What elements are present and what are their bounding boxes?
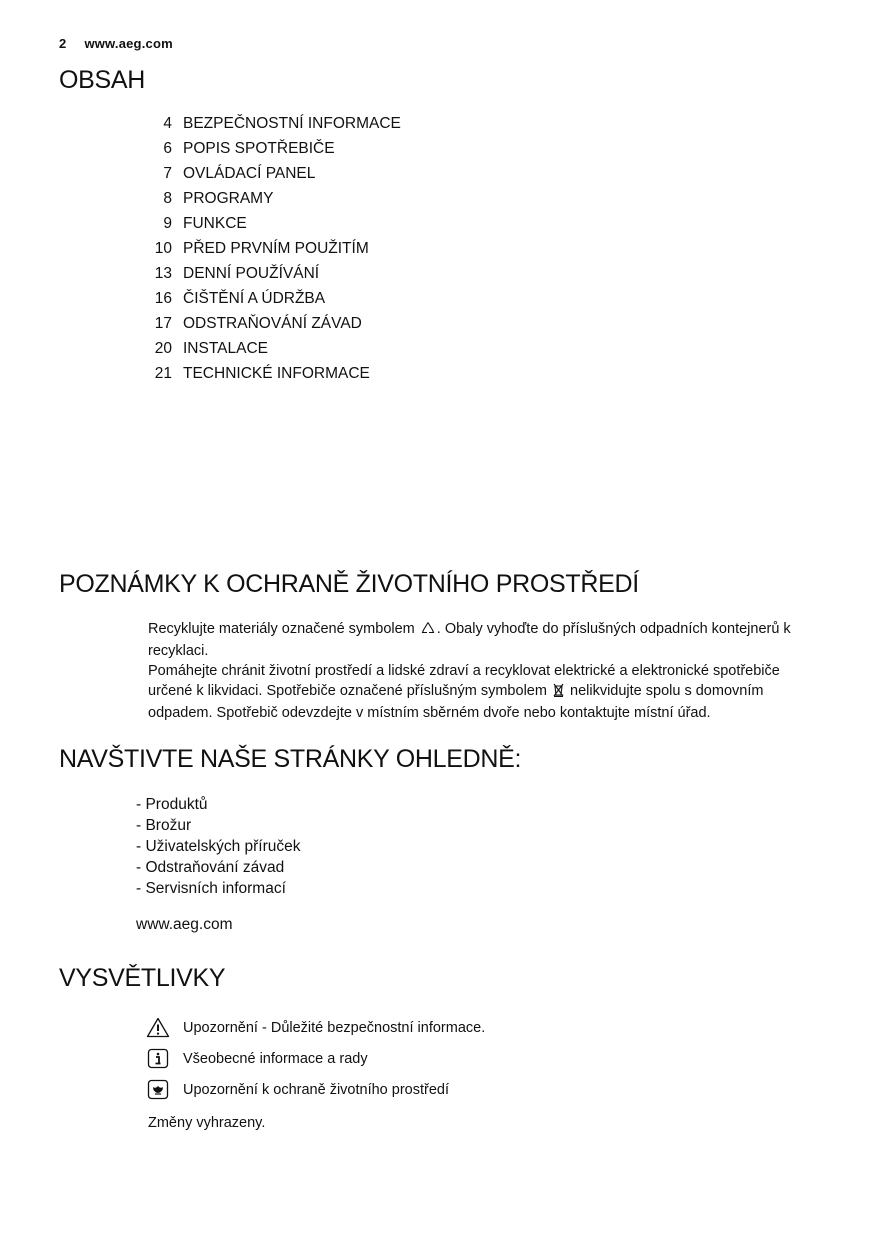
environment-title: POZNÁMKY K OCHRANĚ ŽIVOTNÍHO PROSTŘEDÍ bbox=[59, 570, 639, 598]
toc-item[interactable] bbox=[140, 139, 401, 164]
list-item: - Odstraňování závad bbox=[136, 859, 285, 876]
website-link[interactable]: www.aeg.com bbox=[136, 916, 233, 933]
toc-label: FUNKCE bbox=[183, 215, 247, 232]
environment-paragraph-2 bbox=[148, 661, 813, 723]
toc-page-number: 16 bbox=[154, 290, 172, 307]
legend-item bbox=[146, 1012, 485, 1043]
env-p1-before: Recyklujte materiály označené symbolem bbox=[148, 621, 415, 637]
environment-paragraph-1 bbox=[148, 619, 813, 661]
toc-page-number: 20 bbox=[154, 340, 172, 357]
environment-icon bbox=[146, 1079, 170, 1101]
environment-text bbox=[148, 619, 813, 723]
visit-title: NAVŠTIVTE NAŠE STRÁNKY OHLEDNĚ: bbox=[59, 745, 522, 773]
toc-page-number: 10 bbox=[154, 240, 172, 257]
visit-list bbox=[136, 795, 301, 900]
toc-item[interactable] bbox=[140, 214, 401, 239]
toc-page-number: 7 bbox=[163, 165, 172, 182]
recycle-icon bbox=[421, 621, 435, 641]
crossed-bin-icon bbox=[553, 683, 564, 703]
legend-item bbox=[146, 1074, 485, 1105]
page-header bbox=[59, 36, 173, 51]
page-number: 2 bbox=[59, 36, 67, 51]
toc-item[interactable] bbox=[140, 114, 401, 139]
info-icon bbox=[146, 1048, 170, 1070]
toc-page-number: 9 bbox=[163, 215, 172, 232]
table-of-contents bbox=[140, 114, 401, 389]
toc-title: OBSAH bbox=[59, 66, 146, 94]
toc-page-number: 21 bbox=[154, 365, 172, 382]
toc-label: TECHNICKÉ INFORMACE bbox=[183, 365, 370, 382]
legend-item bbox=[146, 1043, 485, 1074]
list-item: - Servisních informací bbox=[136, 880, 286, 897]
toc-item[interactable] bbox=[140, 289, 401, 314]
toc-page-number: 13 bbox=[154, 265, 172, 282]
toc-item[interactable] bbox=[140, 164, 401, 189]
legend-label: Upozornění - Důležité bezpečnostní informace. bbox=[183, 1019, 486, 1036]
toc-label: INSTALACE bbox=[183, 340, 268, 357]
legend-label: Všeobecné informace a rady bbox=[183, 1050, 368, 1067]
legend-list bbox=[146, 1012, 485, 1105]
header-url[interactable]: www.aeg.com bbox=[84, 36, 173, 51]
toc-label: ČIŠTĚNÍ A ÚDRŽBA bbox=[183, 290, 326, 307]
toc-page-number: 8 bbox=[163, 190, 172, 207]
list-item: - Brožur bbox=[136, 817, 192, 834]
legend-title: VYSVĚTLIVKY bbox=[59, 964, 226, 992]
list-item: - Uživatelských příruček bbox=[136, 838, 301, 855]
toc-label: ODSTRAŇOVÁNÍ ZÁVAD bbox=[183, 315, 362, 332]
toc-label: PŘED PRVNÍM POUŽITÍM bbox=[183, 240, 369, 257]
toc-page-number: 4 bbox=[163, 115, 172, 132]
list-item: - Produktů bbox=[136, 796, 208, 813]
toc-item[interactable] bbox=[140, 339, 401, 364]
toc-label: POPIS SPOTŘEBIČE bbox=[183, 140, 335, 157]
toc-label: DENNÍ POUŽÍVÁNÍ bbox=[183, 265, 320, 282]
toc-page-number: 17 bbox=[154, 315, 172, 332]
toc-item[interactable] bbox=[140, 189, 401, 214]
warning-icon bbox=[146, 1017, 170, 1039]
toc-label: PROGRAMY bbox=[183, 190, 274, 207]
env-p2-after: nelikvidujte spolu s domovním odpadem. Spotřebič odevzdejte v místním sběrném dvoře nebo kontaktujte místní úřad. bbox=[148, 683, 764, 721]
env-p2-before: Pomáhejte chránit životní prostředí a lidské zdraví a recyklovat elektrické a elektronické spotřebiče určené k likvidaci. Spotřebiče označené příslušným symbolem bbox=[148, 663, 780, 699]
toc-page-number: 6 bbox=[163, 140, 172, 157]
toc-item[interactable] bbox=[140, 264, 401, 289]
legend-label: Upozornění k ochraně životního prostředí bbox=[183, 1081, 449, 1098]
toc-item[interactable] bbox=[140, 239, 401, 264]
env-p1-after: . Obaly vyhoďte do příslušných odpadních kontejnerů k recyklaci. bbox=[148, 621, 791, 659]
changes-reserved-note: Změny vyhrazeny. bbox=[148, 1115, 266, 1131]
toc-item[interactable] bbox=[140, 364, 401, 389]
toc-item[interactable] bbox=[140, 314, 401, 339]
toc-label: OVLÁDACÍ PANEL bbox=[183, 165, 316, 182]
toc-label: BEZPEČNOSTNÍ INFORMACE bbox=[183, 115, 401, 132]
